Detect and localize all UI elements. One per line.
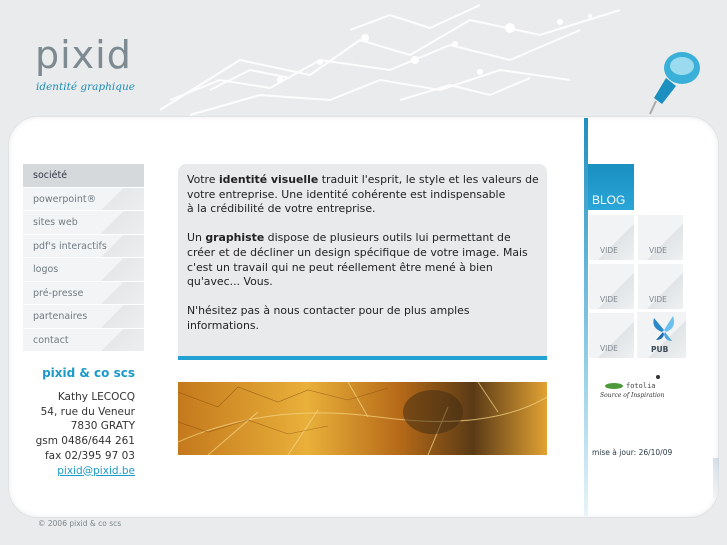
fotolia-text: fotolia [626,382,656,390]
email-link[interactable]: pixid@pixid.be [57,464,135,477]
nav-item-logos[interactable]: logos [23,258,144,282]
nav-item-powerpoint[interactable]: powerpoint® [23,188,144,212]
pushpin-icon [646,46,706,116]
last-update: mise à jour: 26/10/09 [592,448,673,457]
pub-label: PUB [651,345,669,354]
contact-person: Kathy LECOCQ [57,391,135,403]
side-navigation [23,164,144,352]
paint-splash-decoration [150,0,630,118]
empty-slot[interactable]: VIDE [637,214,684,261]
logo-text: pixid [35,33,132,77]
intro-text-panel [178,164,547,360]
logo[interactable] [35,33,132,77]
empty-slot[interactable]: VIDE [588,214,635,261]
copyright: © 2006 pixid & co scs [38,519,122,528]
intro-paragraph-1: Votre identité visuelle traduit l'esprit, le style et les valeurs de votre entreprise. Une identité cohérente est indispensable à la crédibilité de votre entreprise. [187,173,539,216]
tagline: identité graphique [36,81,135,93]
blog-button[interactable]: BLOG [588,164,634,210]
butterfly-icon [651,314,677,344]
street-address: 54, rue du Veneur [40,405,135,418]
leaf-photo [178,382,547,455]
intro-paragraph-2: Un graphiste dispose de plusieurs outils lui permettant de créer et de décliner un design spécifique de votre image. Mais c'est un travail qui ne peut réellement être mené à bien qu'avec... Vous. [187,231,528,289]
pub-button[interactable] [637,312,686,358]
nav-item-partenaires[interactable]: partenaires [23,305,144,329]
nav-item-sites-web[interactable]: sites web [23,211,144,235]
nav-item-pdf-interactifs[interactable]: pdf's interactifs [23,235,144,259]
nav-item-contact[interactable]: contact [23,329,144,353]
gsm-number: gsm 0486/644 261 [35,435,135,448]
fax-number: fax 02/395 97 03 [44,449,135,462]
city: 7830 GRATY [70,420,135,433]
empty-slot[interactable]: VIDE [588,263,635,310]
scroll-fade [713,458,719,498]
company-info [23,366,135,478]
header [0,0,727,118]
fotolia-tagline: Source of Inspiration [600,392,665,399]
company-name: pixid & co scs [42,366,135,380]
intro-paragraph-3: N'hésitez pas à nous contacter pour de plus amples informations. [187,304,470,332]
nav-item-societe[interactable]: société [23,164,144,188]
empty-slot[interactable]: VIDE [588,312,635,359]
empty-slot[interactable]: VIDE [637,263,684,310]
nav-item-pre-presse[interactable]: pré-presse [23,282,144,306]
